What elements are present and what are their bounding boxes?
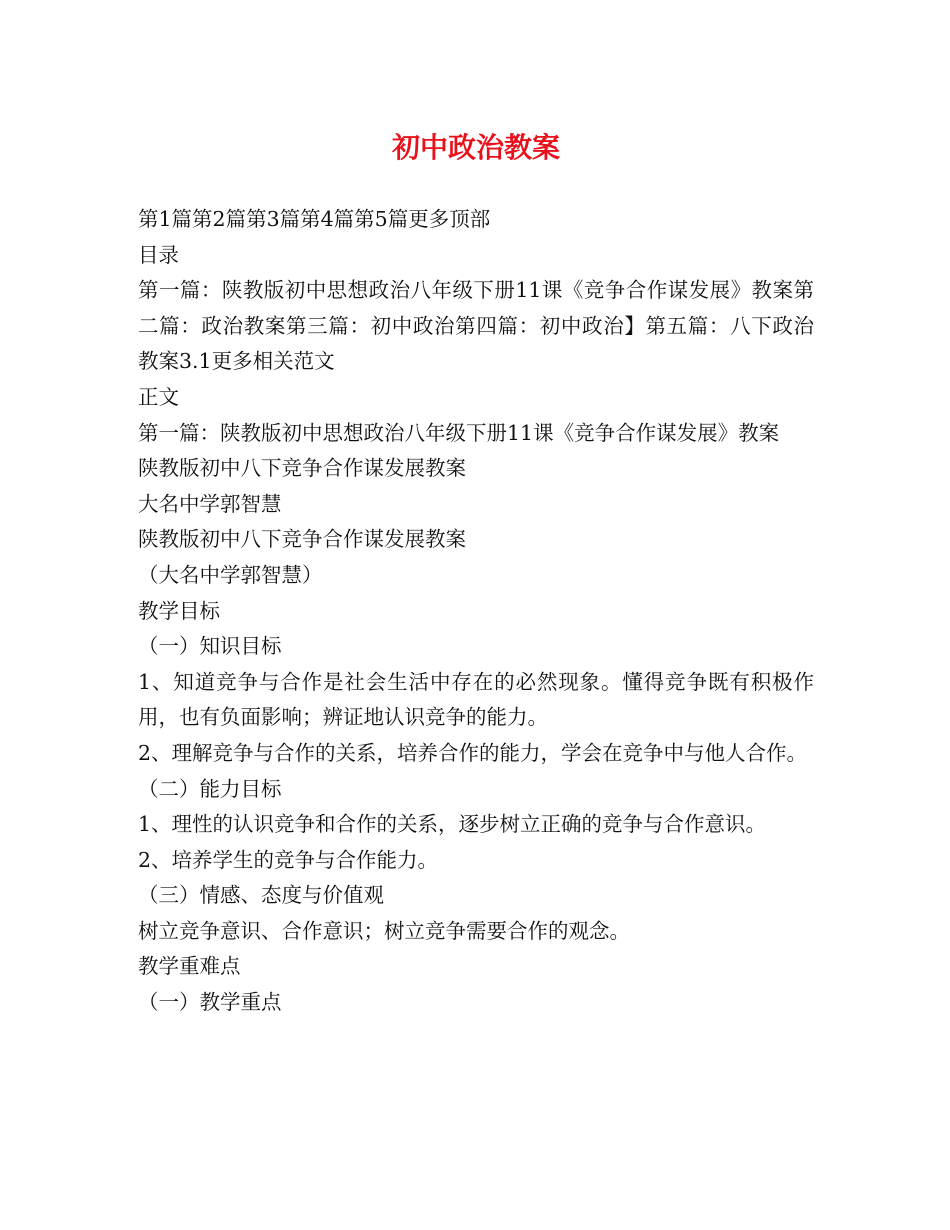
article-subtitle: 陕教版初中八下竞争合作谋发展教案 (138, 456, 466, 481)
ability-goal-1: 1、理性的认识竞争和合作的关系，逐步树立正确的竞争与合作意识。 (138, 812, 767, 837)
teaching-goals-heading: 教学目标 (138, 598, 220, 623)
values-heading: （三）情感、态度与价值观 (138, 883, 384, 908)
ability-goals-heading: （二）能力目标 (138, 776, 282, 801)
article-heading: 第一篇：陕教版初中思想政治八年级下册11课《竞争合作谋发展》教案 (138, 420, 780, 445)
toc-heading: 目录 (138, 242, 179, 267)
values-goal: 树立竞争意识、合作意识；树立竞争需要合作的观念。 (138, 918, 630, 943)
knowledge-goals-heading: （一）知识目标 (138, 634, 282, 659)
key-difficulties-heading: 教学重难点 (138, 954, 241, 979)
article-subtitle-repeat: 陕教版初中八下竞争合作谋发展教案 (138, 527, 466, 552)
ability-goal-2: 2、培养学生的竞争与合作能力。 (138, 847, 439, 872)
document-body (138, 202, 814, 1021)
knowledge-goal-1: 1、知道竞争与合作是社会生活中存在的必然现象。懂得竞争既有积极作用，也有负面影响；辨证地认识竞争的能力。 (138, 669, 814, 730)
knowledge-goal-2: 2、理解竞争与合作的关系，培养合作的能力，学会在竞争中与他人合作。 (138, 740, 808, 765)
section-nav-links: 第1篇第2篇第3篇第4篇第5篇更多顶部 (138, 207, 491, 231)
body-heading: 正文 (138, 384, 179, 409)
author-line-paren: （大名中学郭智慧） (138, 562, 323, 587)
document-title: 初中政治教案 (391, 131, 560, 164)
teaching-focus-heading: （一）教学重点 (138, 990, 282, 1015)
author-line: 大名中学郭智慧 (138, 491, 282, 516)
toc-entries: 第一篇：陕教版初中思想政治八年级下册11课《竞争合作谋发展》教案第二篇：政治教案第三篇：初中政治第四篇：初中政治】第五篇：八下政治教案3.1更多相关范文 (138, 278, 814, 374)
